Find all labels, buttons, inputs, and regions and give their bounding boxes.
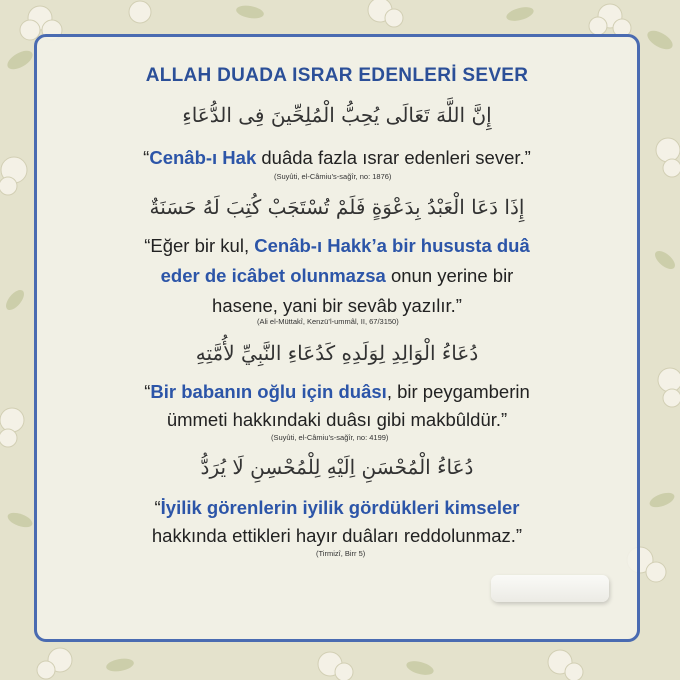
quote-2-highlight-b: eder de icâbet olunmazsa [160,265,386,286]
quote-2-prefix: “Eğer bir kul, [144,235,255,256]
quote-1-open: “ [143,147,150,168]
quote-3-highlight: Bir babanın oğlu için duâsı [150,381,387,402]
page-title: ALLAH DUADA ISRAR EDENLERİ SEVER [145,65,529,86]
source-2: (Ali el-Müttakî, Kenzü’l-ummâl, II, 67/3150) [257,317,399,326]
quote-4-line-2: hakkında ettikleri hayır duâları reddolunmaz.” [151,525,523,546]
quote-4-line-1 [37,493,637,523]
quote-2-line-2 [37,261,637,291]
source-1: (Suyûti, el-Câmiu’s-sağîr, no: 1876) [274,172,392,181]
quote-3-open: “ [144,381,151,402]
quote-1-rest: duâda fazla ısrar edenleri sever.” [256,147,531,168]
arabic-hadith-4: دُعَاءُ الْمُحْسَنِ اِلَيْهِ لِلْمُحْسِنِ لَا يُرَدُّ [200,455,474,479]
source-4: (Tirmizî, Birr 5) [316,549,366,558]
quote-3-line-1 [37,377,637,407]
quote-2-line-3: hasene, yani bir sevâb yazılır.” [212,295,462,316]
quote-1 [37,143,637,173]
arabic-hadith-3: دُعَاءُ الْوَالِدِ لِوَلَدِهِ كَدُعَاءِ النَّبِيِّ لأُمَّتِهِ [195,341,479,365]
content-card [34,34,640,642]
quote-3-rest: , bir peygamberin [386,381,530,402]
blank-label-badge [491,575,609,602]
arabic-hadith-2: إِذَا دَعَا الْعَبْدُ بِدَعْوَةٍ فَلَمْ تُسْتَجَبْ كُتِبَ لَهُ حَسَنَةٌ [149,195,525,219]
quote-4-open: “ [154,497,161,518]
quote-2-rest: onun yerine bir [385,265,514,286]
arabic-hadith-1: إِنَّ اللَّهَ تَعَالَى يُحِبُّ الْمُلِحِّينَ فِى الدُّعَاءِ [182,103,492,127]
quote-3-line-2: ümmeti hakkındaki duâsı gibi makbûldür.” [166,409,508,430]
quote-4-highlight: İyilik görenlerin iyilik gördükleri kimseler [160,497,520,518]
quote-1-highlight: Cenâb-ı Hak [149,147,257,168]
source-3: (Suyûti, el-Câmiu’s-sağîr, no: 4199) [271,433,389,442]
quote-2-highlight-a: Cenâb-ı Hakk’a bir hususta duâ [254,235,530,256]
quote-2-line-1 [37,231,637,261]
